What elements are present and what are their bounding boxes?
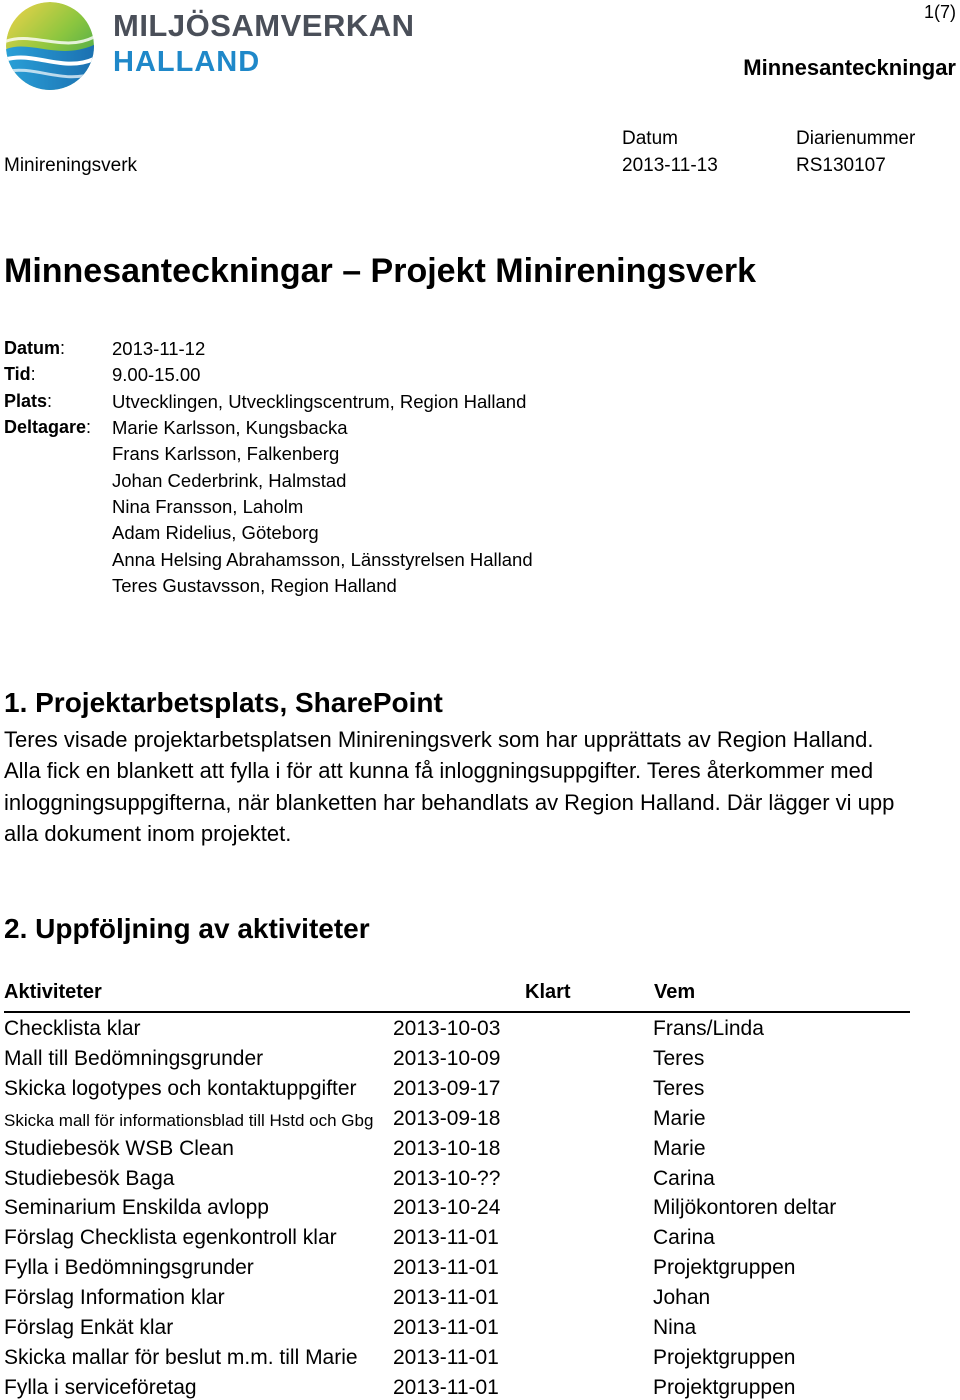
info-plats-label: Plats: <box>4 391 53 411</box>
page-title: Minnesanteckningar – Projekt Minireningsverk <box>4 252 757 290</box>
info-datum-value: 2013-11-12 <box>112 338 206 359</box>
activity-cell: Förslag Information klar <box>4 1286 225 1310</box>
datum-label: Datum <box>622 128 678 149</box>
activity-cell: Mall till Bedömningsgrunder <box>4 1046 264 1070</box>
info-deltagare-label: Deltagare: <box>4 417 92 437</box>
table-header-vem: Vem <box>654 981 696 1003</box>
miljosamverkan-logo-icon <box>4 0 96 92</box>
responsible-cell: Carina <box>653 1226 715 1250</box>
done-date-cell: 2013-11-01 <box>393 1256 499 1280</box>
done-date-cell: 2013-11-01 <box>393 1226 499 1250</box>
activity-cell: Studiebesök Baga <box>4 1166 175 1190</box>
info-datum-label: Datum: <box>4 338 66 358</box>
responsible-cell: Teres <box>653 1046 705 1070</box>
datum-value: 2013-11-13 <box>622 155 718 176</box>
activity-cell: Skicka mallar för beslut m.m. till Marie <box>4 1345 358 1369</box>
logo-text-line1: MILJÖSAMVERKAN <box>113 8 415 43</box>
responsible-cell: Frans/Linda <box>653 1017 764 1040</box>
done-date-cell: 2013-10-24 <box>393 1196 501 1220</box>
done-date-cell: 2013-10-?? <box>393 1166 501 1190</box>
document-type: Minnesanteckningar <box>743 55 956 80</box>
logo-text-line2: HALLAND <box>113 46 261 78</box>
responsible-cell: Projektgruppen <box>653 1256 796 1280</box>
table-header-aktivitet: Aktiviteter <box>4 981 102 1003</box>
done-date-cell: 2013-11-01 <box>393 1345 499 1369</box>
info-plats-value: Utvecklingen, Utvecklingscentrum, Region Halland <box>112 391 527 412</box>
done-date-cell: 2013-11-01 <box>393 1375 499 1399</box>
project-name: Minireningsverk <box>4 155 138 176</box>
page-number: 1(7) <box>923 2 956 22</box>
participant: Adam Ridelius, Göteborg <box>112 522 319 543</box>
activity-cell: Förslag Checklista egenkontroll klar <box>4 1226 337 1250</box>
done-date-cell: 2013-11-01 <box>393 1316 499 1339</box>
responsible-cell: Projektgruppen <box>653 1375 796 1399</box>
table-header-rule <box>4 1011 910 1013</box>
activity-cell: Checklista klar <box>4 1017 141 1040</box>
responsible-cell: Miljökontoren deltar <box>653 1196 837 1220</box>
participant: Anna Helsing Abrahamsson, Länsstyrelsen Halland <box>112 549 533 570</box>
done-date-cell: 2013-11-01 <box>393 1286 499 1310</box>
done-date-cell: 2013-09-18 <box>393 1106 501 1130</box>
table-header-klart: Klart <box>525 981 571 1003</box>
participant: Johan Cederbrink, Halmstad <box>112 470 347 491</box>
participant: Frans Karlsson, Falkenberg <box>112 443 340 464</box>
diarienummer-label: Diarienummer <box>796 128 916 149</box>
responsible-cell: Teres <box>653 1076 705 1100</box>
done-date-cell: 2013-10-09 <box>393 1046 501 1070</box>
responsible-cell: Marie <box>653 1106 706 1130</box>
done-date-cell: 2013-09-17 <box>393 1076 501 1100</box>
activity-cell: Skicka logotypes och kontaktuppgifter <box>4 1076 357 1100</box>
responsible-cell: Johan <box>653 1286 711 1310</box>
activity-cell: Seminarium Enskilda avlopp <box>4 1196 269 1220</box>
done-date-cell: 2013-10-03 <box>393 1017 501 1040</box>
participant: Teres Gustavsson, Region Halland <box>112 575 397 596</box>
responsible-cell: Marie <box>653 1136 706 1160</box>
activity-cell: Förslag Enkät klar <box>4 1316 174 1339</box>
activity-cell: Skicka mall för informationsblad till Hstd och Gbg <box>4 1110 374 1130</box>
section1-heading: 1. Projektarbetsplats, SharePoint <box>4 687 443 718</box>
done-date-cell: 2013-10-18 <box>393 1136 501 1160</box>
activity-cell: Fylla i serviceföretag <box>4 1375 197 1399</box>
responsible-cell: Carina <box>653 1166 715 1190</box>
responsible-cell: Nina <box>653 1316 697 1339</box>
section1-body: Teres visade projektarbetsplatsen Minireningsverk som har upprättats av Region Halland. Alla fick en blankett att fylla i för att kunna få inloggningsuppgifter. Teres återkommer med inloggningsuppgifterna, när blanketten har behandlats av Region Halland. Där lägger vi upp alla dokument inom projektet. <box>4 727 895 847</box>
info-tid-value: 9.00-15.00 <box>112 364 201 385</box>
info-tid-label: Tid: <box>4 364 36 384</box>
activity-cell: Fylla i Bedömningsgrunder <box>4 1256 254 1280</box>
diarienummer-value: RS130107 <box>796 155 886 176</box>
participant: Nina Fransson, Laholm <box>112 496 304 517</box>
section2-heading: 2. Uppföljning av aktiviteter <box>4 913 370 944</box>
activity-cell: Studiebesök WSB Clean <box>4 1136 234 1160</box>
responsible-cell: Projektgruppen <box>653 1345 796 1369</box>
participant: Marie Karlsson, Kungsbacka <box>112 417 348 438</box>
